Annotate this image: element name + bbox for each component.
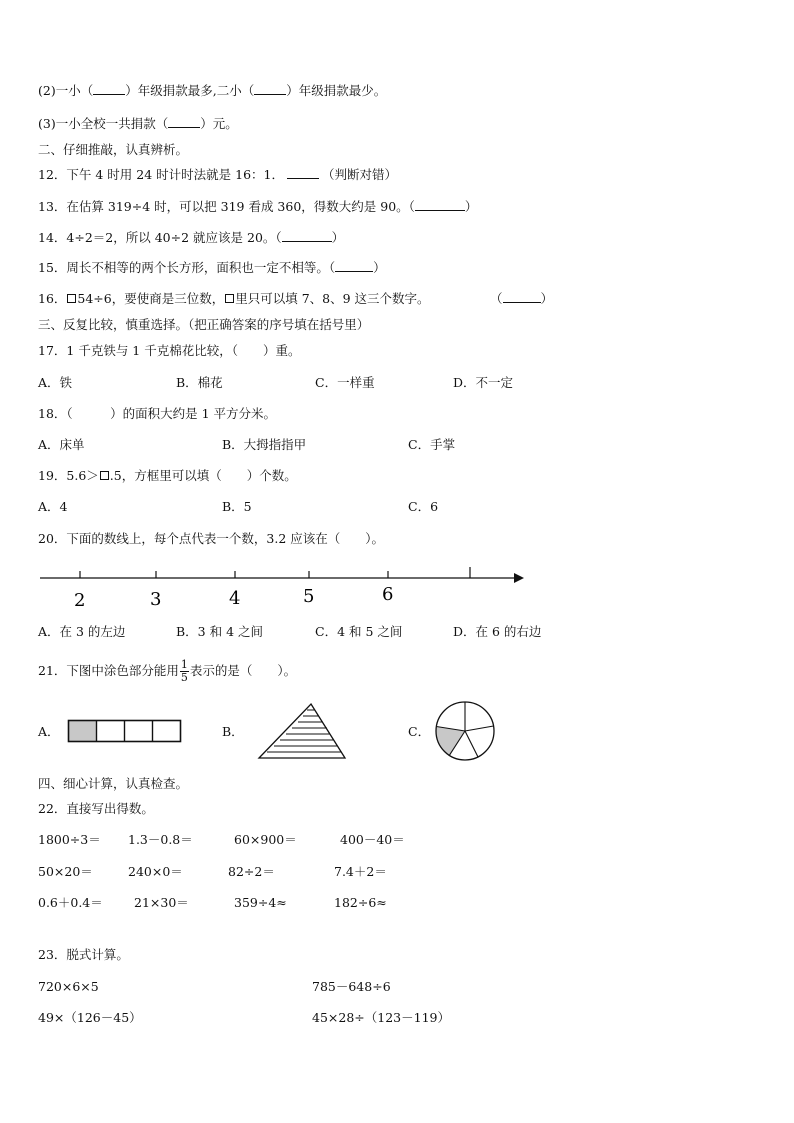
q20-option-d[interactable]: D．在 6 的右边 — [453, 624, 542, 639]
sector-divider — [465, 726, 494, 731]
q17-option-c[interactable]: C．一样重 — [315, 375, 375, 390]
calc-item: 0.6＋0.4＝ — [38, 895, 103, 910]
question-15: 15．周长不相等的两个长方形，面积也一定不相等。（ ） — [38, 260, 386, 275]
answer-blank[interactable] — [254, 83, 286, 95]
question-19-stem: 19．5.6＞ .5，方框里可以填（ ）个数。 — [38, 468, 297, 483]
calc-item: 240×0＝ — [128, 864, 183, 879]
q18-option-c[interactable]: C．手掌 — [408, 437, 456, 452]
section-3-heading: 三、反复比较，慎重选择。（把正确答案的序号填在括号里） — [38, 317, 370, 332]
square-box-icon — [67, 294, 76, 303]
q20-option-a[interactable]: A．在 3 的左边 — [38, 624, 126, 639]
question-21-stem: 21．下图中涂色部分能用 $\frac{1}{5}$ 表示的是（ ）。 — [38, 658, 297, 684]
calc-expression: 49×（126－45） — [38, 1010, 142, 1025]
q17-option-b[interactable]: B．棉花 — [176, 375, 223, 390]
arrow-head-icon — [514, 573, 524, 583]
answer-blank[interactable] — [335, 260, 373, 272]
q21-option-b[interactable]: B． — [222, 724, 244, 739]
answer-blank[interactable] — [415, 199, 465, 211]
question-22-stem: 22．直接写出得数。 — [38, 801, 154, 816]
answer-blank[interactable] — [93, 83, 125, 95]
q18-option-a[interactable]: A．床单 — [38, 437, 85, 452]
q21-option-c[interactable]: C． — [408, 724, 431, 739]
q11-2-line: (2)一小（ ）年级捐款最多,二小（ ）年级捐款最少。 — [38, 83, 387, 98]
shaded-cell — [69, 721, 97, 742]
question-13: 13．在估算 319÷4 时，可以把 319 看成 360，得数大约是 90。（ ） — [38, 199, 478, 214]
question-23-stem: 23．脱式计算。 — [38, 947, 129, 962]
calc-item: 21×30＝ — [134, 895, 189, 910]
calc-item: 182÷6≈ — [334, 895, 387, 910]
tick-label: 2 — [74, 590, 86, 611]
question-16: 16． 54÷6，要使商是三位数， 里只可以填 7、8、9 这三个数字。 — [38, 291, 430, 306]
q21-rectangle-figure — [67, 719, 183, 743]
q21-triangle-figure — [258, 703, 348, 759]
calc-item: 1800÷3＝ — [38, 832, 101, 847]
number-line-figure — [38, 565, 538, 615]
q20-option-b[interactable]: B．3 和 4 之间 — [176, 624, 264, 639]
q20-option-c[interactable]: C．4 和 5 之间 — [315, 624, 403, 639]
q17-option-a[interactable]: A．铁 — [38, 375, 73, 390]
sector-divider — [465, 731, 478, 757]
answer-blank[interactable] — [287, 167, 319, 179]
section-4-heading: 四、细心计算，认真检查。 — [38, 776, 189, 791]
tick-label: 4 — [229, 588, 241, 609]
calc-expression: 720×6×5 — [38, 979, 99, 994]
question-16-answer: （ ） — [490, 291, 554, 306]
q21-pie-figure — [434, 700, 496, 762]
calc-item: 359÷4≈ — [234, 895, 287, 910]
section-2-heading: 二、仔细推敲，认真辨析。 — [38, 142, 189, 157]
triangle-outline — [259, 704, 345, 758]
answer-blank[interactable] — [503, 291, 541, 303]
q21-option-a[interactable]: A． — [38, 724, 60, 739]
square-box-icon — [225, 294, 234, 303]
answer-blank[interactable] — [168, 116, 200, 128]
calc-item: 1.3－0.8＝ — [128, 832, 193, 847]
q18-option-b[interactable]: B．大拇指指甲 — [222, 437, 307, 452]
calc-expression: 45×28÷（123－119） — [312, 1010, 450, 1025]
q19-option-a[interactable]: A．4 — [38, 499, 68, 514]
square-box-icon — [100, 471, 109, 480]
calc-expression: 785－648÷6 — [312, 979, 391, 994]
answer-blank[interactable] — [282, 230, 332, 242]
tick-label: 3 — [150, 589, 162, 610]
question-12: 12．下午 4 时用 24 时计时法就是 16：1． （判断对错） — [38, 167, 398, 182]
calc-item: 60×900＝ — [234, 832, 297, 847]
q19-option-b[interactable]: B．5 — [222, 499, 252, 514]
fraction-one-fifth: $\frac{1}{5}$ — [180, 658, 188, 684]
q19-option-c[interactable]: C．6 — [408, 499, 439, 514]
question-18-stem: 18．（ ）的面积大约是 1 平方分米。 — [38, 406, 277, 421]
calc-item: 7.4＋2＝ — [334, 864, 387, 879]
calc-item: 50×20＝ — [38, 864, 93, 879]
tick-label: 5 — [303, 586, 315, 607]
question-14: 14．4÷2＝2，所以 40÷2 就应该是 20。（ ） — [38, 230, 345, 245]
question-20-stem: 20．下面的数线上，每个点代表一个数，3.2 应该在（ ）。 — [38, 531, 385, 546]
q17-option-d[interactable]: D．不一定 — [453, 375, 514, 390]
calc-item: 400－40＝ — [340, 832, 405, 847]
question-17-stem: 17．1 千克铁与 1 千克棉花比较，（ ）重。 — [38, 343, 301, 358]
q11-3-line: (3)一小全校一共捐款（ ）元。 — [38, 116, 238, 131]
tick-label: 6 — [382, 584, 394, 605]
calc-item: 82÷2＝ — [228, 864, 275, 879]
